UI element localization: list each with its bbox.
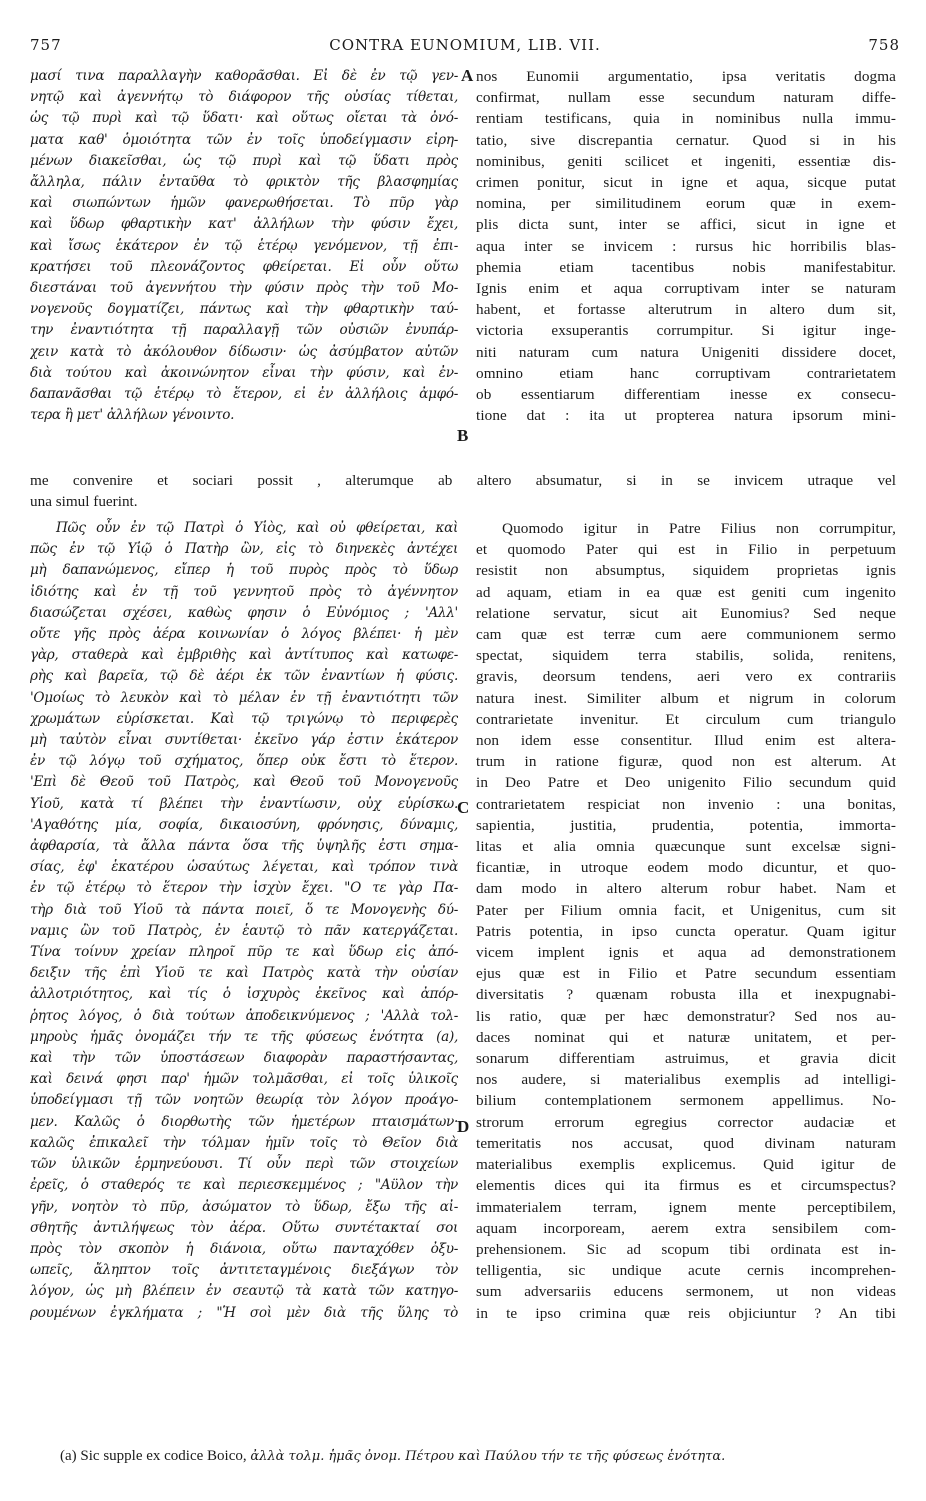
text-line: nos Eunomii argumentatio, ipsa veritatis dogma — [476, 68, 896, 85]
text-line: διεστάναι τοῦ ἀγεννήτου τὴν φύσιν πρὸς τὴν τοῦ Μο- — [30, 280, 458, 297]
latin-column-bottom — [476, 518, 896, 1324]
text-line: una simul fuerint. — [30, 493, 138, 510]
text-line: litas et alia omnia quæcunque sunt excelsæ signi- — [476, 838, 896, 856]
text-line: materialibus exemplis explicemus. Quid igitur de — [476, 1156, 896, 1174]
text-line: tatio, sive discrepantia cernatur. Quod si in his — [476, 131, 896, 149]
text-line: Patris potentia, in ipso cuncta operatur. Quam igitur — [476, 922, 896, 940]
text-line: Ignis enim et aqua corruptivam inter se naturam — [476, 280, 896, 298]
text-line: μασί τινα παραλλαγὴν καθορᾶσθαι. Εἰ δὲ ἐν τῷ γεν- — [30, 68, 458, 84]
text-line: crimen ponitur, sicut in igne et aqua, sicque putat — [476, 174, 896, 192]
text-line: νητῷ καὶ ἀγεννήτῳ τὸ διάφορον τῆς οὐσίας τίθεται, — [30, 89, 458, 106]
text-line: nominibus, geniti scilicet et ingeniti, essentiæ dis- — [476, 152, 896, 170]
running-header — [30, 36, 900, 58]
text-line: μὴ ταὐτὸν εἶναι συντίθεται· ἐκεῖνο γάρ ἐστιν ἑκάτερον — [30, 732, 458, 749]
text-line: Τίνα τοίνυν χρείαν πληροῖ πῦρ τε καὶ ὕδωρ εἰς ἀπό- — [30, 944, 458, 961]
text-line: ad aquam, etiam in ea quæ est geniti cum ingenito — [476, 583, 896, 601]
text-line: Pater per Filium omnia facit, et Unigenitus, cum sit — [476, 901, 896, 919]
text-line: nomina, per similitudinem eorum quæ in exem- — [476, 195, 896, 213]
footnote-greek: ἀλλὰ τολμ. ἡμᾶς ὀνομ. Πέτρου καὶ Παύλου τήν τε τῆς φύσεως ἑνότητα. — [250, 1449, 726, 1464]
text-line: omnino etiam hanc corruptivam contrarietatem — [476, 364, 896, 382]
text-line: spectat, siquidem terra stabilis, solida, renitens, — [476, 647, 896, 665]
text-line: ἄλληλα, πάλιν ἐνταῦθα τὸ φρικτὸν τῆς βλασφημίας — [30, 174, 458, 191]
footnote-latin: (a) Sic supple ex codice Boico, — [60, 1448, 247, 1464]
text-line: την ἐναντιότητα τῇ παραλλαγῇ τῶν οὐσιῶν ἐνυπάρ- — [30, 322, 458, 339]
text-line: δειξιν τῆς ἐπὶ Υἱοῦ τε καὶ Πατρὸς κατὰ τὴν οὐσίαν — [30, 965, 458, 982]
text-line: plis dicta sunt, inter se affici, sicut in igne et — [476, 216, 896, 234]
text-line: confirmat, nullam esse secundum naturam diffe- — [476, 89, 896, 107]
text-line: καὶ δεινά φησι παρ' ἡμῶν τολμᾶσθαι, εἰ τοῖς ὑλικοῖς — [30, 1071, 458, 1088]
text-line: Υἱοῦ, κατὰ τί βλέπει τὴν ἐναντίωσιν, οὐχ εὑρίσκω. — [30, 795, 458, 812]
text-line: dam modo in altero alterum robur habet. Nam et — [476, 880, 896, 898]
text-line: aqua inter se invicem : rursus hic horribilis blas- — [476, 237, 896, 255]
text-line: διασώζεται σχέσει, καθὼς φησιν ὁ Εὐνόμιος ; 'Αλλ' — [30, 604, 458, 621]
text-line: cam quæ est terræ cum aere communionem sermo — [476, 626, 896, 644]
margin-marker-c: C — [457, 798, 470, 817]
text-line: καὶ σιωπώντων ἡμῶν φανερωθήσεται. Τὸ πῦρ γὰρ — [30, 195, 458, 212]
text-line: sapientia, justitia, prudentia, potentia, immorta- — [476, 816, 896, 834]
full-width-continuation — [30, 470, 896, 512]
text-line: γῆν, νοητὸν τὸ πῦρ, ἀσώματον τὸ ὕδωρ, ἔξω τῆς αἰ- — [30, 1198, 458, 1215]
text-line: contrarietate invenitur. Et circulum cum triangulo — [476, 710, 896, 728]
text-line: χειν κατὰ τὸ ἀκόλουθον δίδωσιν· ὡς ἀσύμβατον αὐτῶν — [30, 343, 458, 360]
text-line: ἐν τῷ ἑτέρῳ τὸ ἕτερον τὴν ἰσχὺν ἔχει. "Ο τε γὰρ Πα- — [30, 880, 458, 897]
text-line: Πῶς οὖν ἐν τῷ Πατρὶ ὁ Υἱὸς, καὶ οὐ φθείρεται, καὶ — [56, 520, 458, 536]
text-line: rentiam testificans, quia in nominibus nulla immu- — [476, 110, 896, 128]
text-line: καὶ τὴν τῶν ὑποστάσεων διαφορὰν παραστήσαντας, — [30, 1050, 458, 1067]
text-line: in te ipso crimina quæ reis objiciuntur ? An tibi — [476, 1304, 896, 1322]
margin-marker-b: B — [457, 426, 469, 445]
text-line: 'Επὶ δὲ Θεοῦ τοῦ Πατρὸς, καὶ Θεοῦ τοῦ Μονογενοῦς — [30, 774, 458, 791]
text-line: habent, et fortasse alterutrum in altero dum sit, — [476, 301, 896, 319]
text-line: niti naturam cum natura Unigeniti dissidere docet, — [476, 343, 896, 361]
text-line: ρουμένων ἐγκλήματα ; "Ἡ σοὶ μὲν διὰ τῆς ὕλης τὸ — [30, 1304, 458, 1321]
text-line: in Deo Patre et Deo unigenito Filio secundum quid — [476, 774, 896, 792]
text-line: ἐν τῷ λόγῳ τοῦ σχήματος, ὅπερ οὐκ ἔστι τὸ ἕτερον. — [30, 753, 458, 770]
text-line: χρωμάτων εὑρίσκεται. Καὶ τῷ τριγώνῳ τὸ περιφερὲς — [30, 710, 458, 727]
text-line: μὴ δαπανώμενος, εἴπερ ἡ τοῦ πυρὸς πρὸς τὸ ὕδωρ — [30, 562, 458, 579]
text-line: οὔτε γῆς πρὸς ἀέρα κοινωνίαν ὁ λόγος βλέπει· ἡ μὲν — [30, 626, 458, 643]
text-line: δαπανᾶσθαι τῷ ἑτέρῳ τὸ ἕτερον, εἰ ἐν ἀλλήλοις ἀμφό- — [30, 386, 458, 403]
text-line: gravis, deorsum tendens, aeri vero ex contrariis — [476, 668, 896, 686]
greek-column-bottom — [30, 518, 458, 1324]
text-line: ejus quæ est in Filio et Patre secundum essentiam — [476, 965, 896, 983]
text-line: ἰδιότης καὶ ἐν τῇ τοῦ γεννητοῦ πρὸς τὸ ἀγέννητον — [30, 583, 458, 600]
text-line: temeritatis nos accusat, quod divinam naturam — [476, 1134, 896, 1152]
text-line: natura inest. Similiter album et nigrum in colorum — [476, 689, 896, 707]
margin-marker-a: A — [461, 66, 474, 85]
margin-marker-d: D — [457, 1117, 470, 1136]
text-line: τερα ἢ μετ' ἀλλήλων γένοιντο. — [30, 407, 235, 424]
text-line: ὡς τῷ πυρὶ καὶ τῷ ὕδατι· καὶ οὕτως οἴεται τὰ ὀνό- — [30, 110, 458, 127]
text-line: ρὴς καὶ βαρεῖα, τῷ δὲ ἀέρι ἐκ τῶν ἐναντίων ἡ φύσις. — [30, 668, 458, 685]
text-line: σθητῆς ἀντιλήψεως τὸν ἀέρα. Οὕτω συντέτακταί σοι — [30, 1219, 458, 1236]
text-line: trum in ratione figuræ, quod non est alterum. At — [476, 753, 896, 771]
text-line: sonarum differentiam astruimus, et gravia dicit — [476, 1050, 896, 1068]
text-line: γὰρ, σταθερὰ καὶ ἐμβριθὴς καὶ ἀντίτυπος καὶ κατωφε- — [30, 647, 458, 664]
text-line: μηροὺς ἡμᾶς ὀνομάζει τήν τε τῆς φύσεως ἑνότητα (a), — [30, 1028, 458, 1045]
text-line: elementis dices qui ita firmus es et circumspectus? — [476, 1177, 896, 1195]
text-line: διὰ τούτου καὶ ἀκοινώνητον εἶναι τὴν φύσιν, καὶ ἐν- — [30, 364, 458, 381]
text-line: relatione servatur, sicut ait Eunomius? Sed neque — [476, 604, 896, 622]
text-line: daces nominat qui et naturæ unitatem, et per- — [476, 1028, 896, 1046]
text-line: immaterialem terram, ignem mente perceptibilem, — [476, 1198, 896, 1216]
text-line: lis ratio, quæ per hæc demonstratur? Sed nos au- — [476, 1007, 896, 1025]
text-line: 'Αγαθότης μία, σοφία, δικαιοσύνη, φρόνησις, δύναμις, — [30, 816, 458, 833]
text-line: diversitatis ? quænam robusta illa et inexpugnabi- — [476, 986, 896, 1004]
text-line: contrarietatem respiciat non invenio : una bonitas, — [476, 795, 896, 813]
text-line: ob essentiarum differentiam inesse ex consecu- — [476, 386, 896, 404]
text-line: μένων διακεῖσθαι, ὡς τῷ πυρὶ καὶ τῷ ὕδατι πρὸς — [30, 152, 458, 169]
text-line: ναμις ὢν τοῦ Πατρὸς, ἐν ἑαυτῷ τὸ πᾶν κατεργάζεται. — [30, 922, 458, 939]
text-line: καλῶς ἐπικαλεῖ τὴν τόλμαν ἡμῖν τοῖς τὸ Θεῖον διὰ — [30, 1134, 458, 1151]
text-line: πῶς ἐν τῷ Υἱῷ ὁ Πατὴρ ὢν, εἰς τὸ διηνεκὲς ἀντέχει — [30, 541, 458, 558]
text-line: ficantiæ, in utroque eodem modo dicuntur, et quo- — [476, 859, 896, 877]
text-line: τῶν ὑλικῶν ἑρμηνεύουσι. Τί οὖν περὶ τῶν στοιχείων — [30, 1156, 458, 1173]
text-line: vicem implent ignis et aqua ad demonstrationem — [476, 944, 896, 962]
text-line: ἐρεῖς, ὁ σταθερός τε καὶ περιεσκεμμένος ; "Αϋλον τὴν — [30, 1177, 458, 1194]
text-line: et quomodo Pater qui est in Filio in perpetuum — [476, 541, 896, 559]
latin-column-top — [476, 66, 896, 426]
text-line: prehensionem. Sic ad scopum tibi ordinata est in- — [476, 1240, 896, 1258]
footnote — [60, 1448, 896, 1465]
text-line: 'Ομοίως τὸ λευκὸν καὶ τὸ μέλαν ἐν τῇ ἐναντιότητι τῶν — [30, 689, 458, 706]
text-line: Quomodo igitur in Patre Filius non corrumpitur, — [502, 520, 896, 537]
text-line: ματα καθ' ὁμοιότητα τῶν ἐν τοῖς ὑποδείγμασιν εἰρη- — [30, 131, 458, 148]
text-line: τὴρ διὰ τοῦ Υἱοῦ τὰ πάντα ποιεῖ, ὅ τε Μονογενὴς δύ- — [30, 901, 458, 918]
text-line: νογενοῦς δογματίζει, πάντως καὶ τὴν φθαρτικὴν ταύ- — [30, 301, 458, 318]
text-line: πρὸς τὸν σκοπὸν ἡ διάνοια, οὕτω πανταχόθεν ὀξυ- — [30, 1240, 458, 1257]
text-line: telligentia, sic undique acute cernis incomprehen- — [476, 1262, 896, 1280]
text-line: λόγον, ὡς μὴ βλέπειν ἐν σεαυτῷ τὰ κατὰ τῶν κατηγο- — [30, 1283, 458, 1300]
text-line: μεν. Καλῶς ὁ διορθωτὴς τῶν ἡμετέρων πταισμάτων· — [30, 1113, 458, 1130]
text-line: καὶ ἴσως ἑκάτερον ἐν τῷ ἑτέρῳ γενόμενον, τῇ ἐπι- — [30, 237, 458, 254]
text-line: strorum errorum egregius corrector audaciæ et — [476, 1113, 896, 1131]
running-title: CONTRA EUNOMIUM, LIB. VII. — [329, 36, 601, 54]
text-line: aquam incorpoream, aerem extra sensibilem com- — [476, 1219, 896, 1237]
text-line: phemia etiam tacentibus nobis manifestabitur. — [476, 258, 896, 276]
page-number-right: 758 — [868, 36, 900, 54]
text-line: victoria exsuperantis corrumpitur. Si igitur inge- — [476, 322, 896, 340]
text-line: bilium contemplationem sermonem appellimus. No- — [476, 1092, 896, 1110]
text-line: resistit non absumptus, siquidem proprietas ignis — [476, 562, 896, 580]
text-line: ἀφθαρσία, τὰ ἄλλα πάντα ὅσα τῆς ὑψηλῆς ἐστι σημα- — [30, 838, 458, 855]
text-line: ωπεῖς, ἄληπτον τοῖς ἀντιτεταγμένοις διεξάγων τὸν — [30, 1262, 458, 1279]
text-line: nos audere, si materialibus exemplis ad intelligi- — [476, 1071, 896, 1089]
text-line: κρατήσει τοῦ πλεονάζοντος φθείρεται. Εἰ οὖν οὕτω — [30, 258, 458, 275]
text-line: non idem esse consentitur. Illud enim est altera- — [476, 732, 896, 750]
text-line: ῥητος λόγος, ὁ διὰ τούτων ἀποδεικνύμενος ; 'Αλλὰ τολ- — [30, 1007, 458, 1024]
text-line: καὶ ὕδωρ φθαρτικὴν κατ' ἀλλήλων τὴν φύσιν ἔχει, — [30, 216, 458, 233]
text-line: me convenire et sociari possit , alterumque ab altero absumatur, si in se invicem utraque vel — [30, 472, 896, 489]
text-line: ἀλλοτριότητος, καὶ τίς ὁ ἰσχυρὸς ἐκεῖνος καὶ ἀπόρ- — [30, 986, 458, 1003]
text-line: ὑποδείγμασι τῇ τῶν νοητῶν θεωρίᾳ τὸν λόγον προάγο- — [30, 1092, 458, 1109]
text-line: sum adversariis educens sermonem, ut non videas — [476, 1283, 896, 1301]
page-number-left: 757 — [30, 36, 62, 54]
text-line: σίας, ἐφ' ἑκατέρου ὡσαύτως λέγεται, καὶ τρόπον τινὰ — [30, 859, 458, 876]
greek-column-top — [30, 66, 458, 426]
text-line: tione dat : ita ut propterea natura ipsorum mini- — [476, 407, 896, 425]
